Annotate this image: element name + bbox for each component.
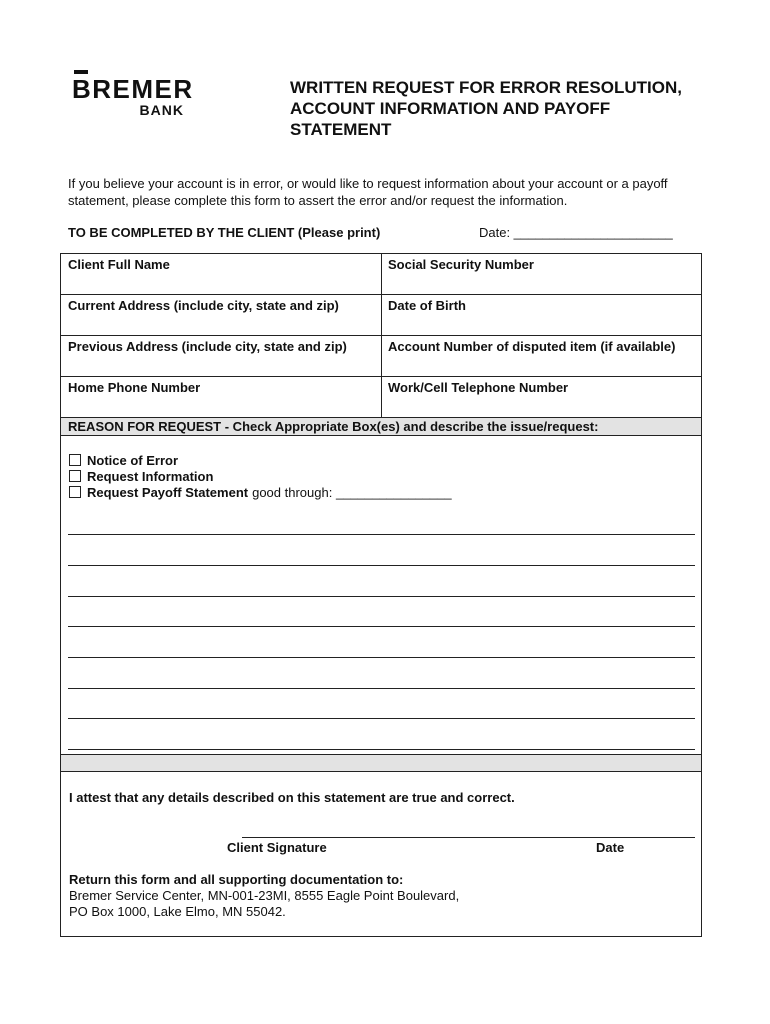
field-current-address[interactable]: Current Address (include city, state and zip) bbox=[61, 295, 382, 335]
checkbox-label: Request Information bbox=[87, 468, 214, 484]
attestation-text: I attest that any details described on this statement are true and correct. bbox=[69, 790, 515, 805]
notice-of-error-checkbox[interactable] bbox=[69, 454, 81, 466]
checkbox-item bbox=[69, 468, 452, 484]
good-through-field[interactable]: good through: ________________ bbox=[252, 484, 452, 500]
description-line[interactable] bbox=[68, 657, 695, 658]
bremer-bank-logo bbox=[72, 70, 194, 120]
client-info-grid bbox=[61, 254, 701, 418]
field-account-number[interactable]: Account Number of disputed item (if available) bbox=[388, 339, 676, 354]
section-divider bbox=[61, 754, 701, 772]
intro-text: If you believe your account is in error, or would like to request information about your account or a payoff statement, please complete this form to assert the error and/or request the information. bbox=[68, 176, 668, 208]
client-section-heading: TO BE COMPLETED BY THE CLIENT (Please print) bbox=[68, 225, 381, 240]
signature-date-label: Date bbox=[596, 840, 625, 855]
logo-text: BREMER bbox=[72, 74, 194, 104]
return-heading: Return this form and all supporting documentation to: bbox=[69, 872, 404, 887]
description-line[interactable] bbox=[68, 596, 695, 597]
field-date-of-birth[interactable]: Date of Birth bbox=[388, 298, 466, 313]
request-information-checkbox[interactable] bbox=[69, 470, 81, 482]
description-line[interactable] bbox=[68, 688, 695, 689]
form-box bbox=[60, 253, 702, 937]
field-previous-address[interactable]: Previous Address (include city, state and zip) bbox=[61, 336, 382, 376]
checkbox-item bbox=[69, 452, 452, 468]
reason-checkbox-group bbox=[69, 452, 452, 500]
field-work-cell-phone[interactable]: Work/Cell Telephone Number bbox=[388, 380, 569, 395]
signature-line[interactable] bbox=[242, 837, 695, 838]
return-address-line: Bremer Service Center, MN-001-23MI, 8555 Eagle Point Boulevard, bbox=[69, 888, 460, 903]
field-row bbox=[61, 295, 701, 336]
date-field[interactable]: Date: ______________________ bbox=[479, 225, 673, 240]
checkbox-label: Notice of Error bbox=[87, 452, 179, 468]
logo-subtext: BANK bbox=[139, 102, 184, 118]
checkbox-label: Request Payoff Statement bbox=[87, 484, 249, 500]
field-row bbox=[61, 377, 701, 418]
description-line[interactable] bbox=[68, 718, 695, 719]
request-payoff-checkbox[interactable] bbox=[69, 486, 81, 498]
field-home-phone[interactable]: Home Phone Number bbox=[61, 377, 382, 417]
description-line[interactable] bbox=[68, 749, 695, 750]
checkbox-item bbox=[69, 484, 452, 500]
return-address-line: PO Box 1000, Lake Elmo, MN 55042. bbox=[69, 904, 286, 919]
field-client-full-name[interactable]: Client Full Name bbox=[61, 254, 382, 294]
field-row bbox=[61, 336, 701, 377]
signature-label: Client Signature bbox=[227, 840, 327, 855]
field-social-security-number[interactable]: Social Security Number bbox=[388, 257, 534, 272]
reason-heading: REASON FOR REQUEST - Check Appropriate Box(es) and describe the issue/request: bbox=[61, 418, 701, 436]
field-row bbox=[61, 254, 701, 295]
form-title: WRITTEN REQUEST FOR ERROR RESOLUTION, ACCOUNT INFORMATION AND PAYOFF STATEMENT bbox=[290, 78, 682, 139]
description-line[interactable] bbox=[68, 534, 695, 535]
description-line[interactable] bbox=[68, 565, 695, 566]
description-line[interactable] bbox=[68, 626, 695, 627]
